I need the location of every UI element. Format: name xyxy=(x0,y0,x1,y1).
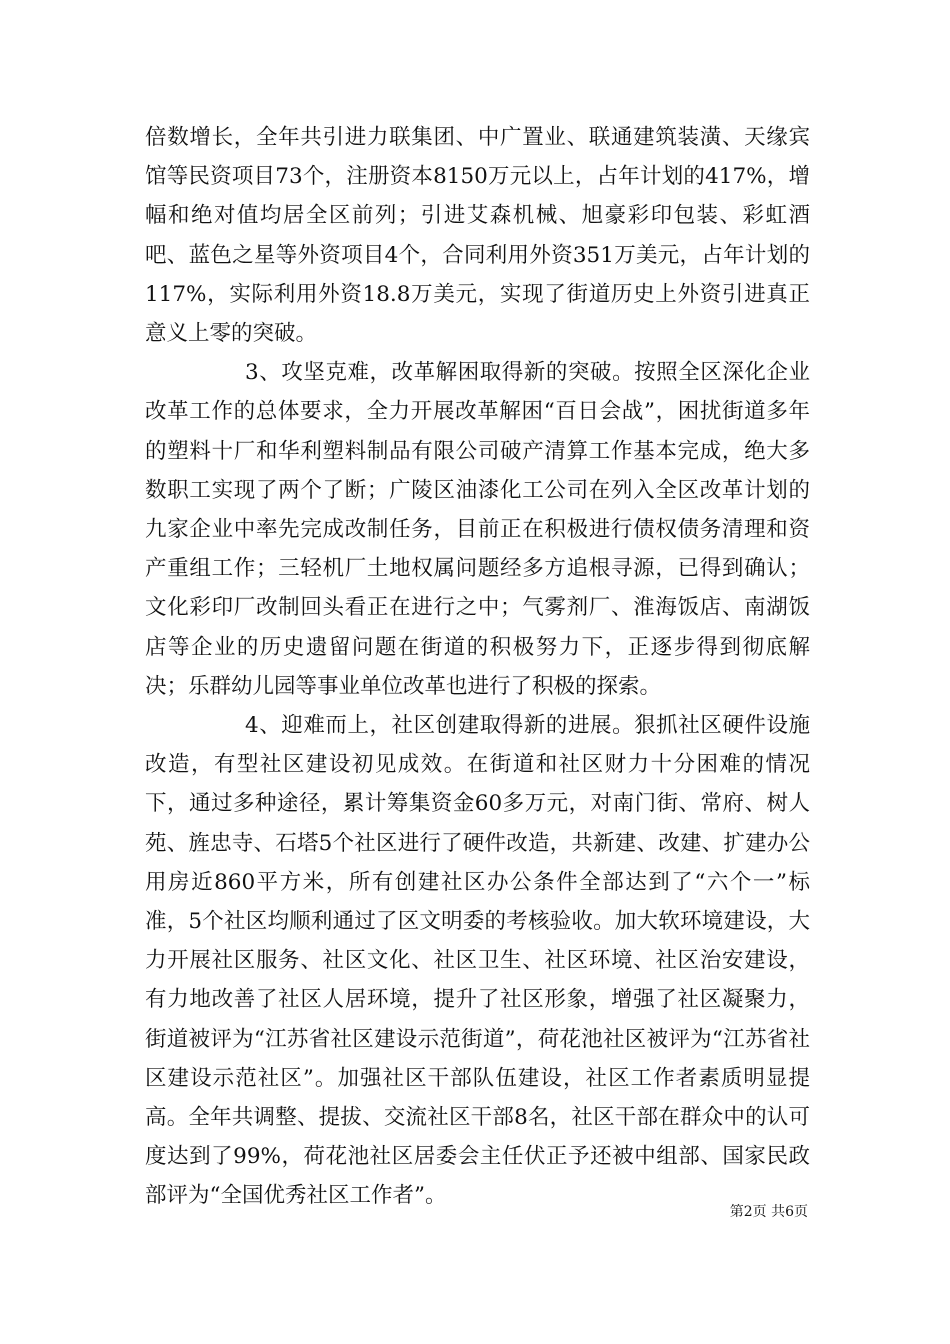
paragraph-section-4: 4、迎难而上，社区创建取得新的进展。狠抓社区硬件设施改造，有型社区建设初见成效。在街道和社区财力十分困难的情况下，通过多种途径，累计筹集资金60多万元，对南门街、常府、树人苑、旌忠寺、石塔5个社区进行了硬件改造，共新建、改建、扩建办公用房近860平方米，所有创建社区办公条件全部达到了“六个一”标准，5个社区均顺利通过了区文明委的考核验收。加大软环境建设，大力开展社区服务、社区文化、社区卫生、社区环境、社区治安建设，有力地改善了社区人居环境，提升了社区形象，增强了社区凝聚力，街道被评为“江苏省社区建设示范街道”，荷花池社区被评为“江苏省社区建设示范社区”。加强社区干部队伍建设，社区工作者素质明显提高。全年共调整、提拔、交流社区干部8名，社区干部在群众中的认可度达到了99%，荷花池社区居委会主任伏正予还被中组部、国家民政部评为“全国优秀社区工作者”。 xyxy=(145,713,810,1209)
paragraph-continuation: 倍数增长，全年共引进力联集团、中广置业、联通建筑装潢、天缘宾馆等民资项目73个，注册资本8150万元以上，占年计划的417%，增幅和绝对值均居全区前列；引进艾森机械、旭豪彩印包装、彩虹酒吧、蓝色之星等外资项目4个，合同利用外资351万美元，占年计划的117%，实际利用外资18.8万美元，实现了街道历史上外资引进真正意义上零的突破。 xyxy=(145,125,810,347)
document-body xyxy=(145,118,810,1216)
page-number-footer: 第2页 共6页 xyxy=(729,1204,808,1220)
paragraph-section-3: 3、攻坚克难，改革解困取得新的突破。按照全区深化企业改革工作的总体要求，全力开展改革解困“百日会战”，困扰街道多年的塑料十厂和华利塑料制品有限公司破产清算工作基本完成，绝大多数职工实现了两个了断；广陵区油漆化工公司在列入全区改革计划的九家企业中率先完成改制任务，目前正在积极进行债权债务清理和资产重组工作；三轻机厂土地权属问题经多方追根寻源，已得到确认；文化彩印厂改制回头看正在进行之中；气雾剂厂、淮海饭店、南湖饭店等企业的历史遗留问题在街道的积极努力下，正逐步得到彻底解决；乐群幼儿园等事业单位改革也进行了积极的探索。 xyxy=(145,360,810,699)
